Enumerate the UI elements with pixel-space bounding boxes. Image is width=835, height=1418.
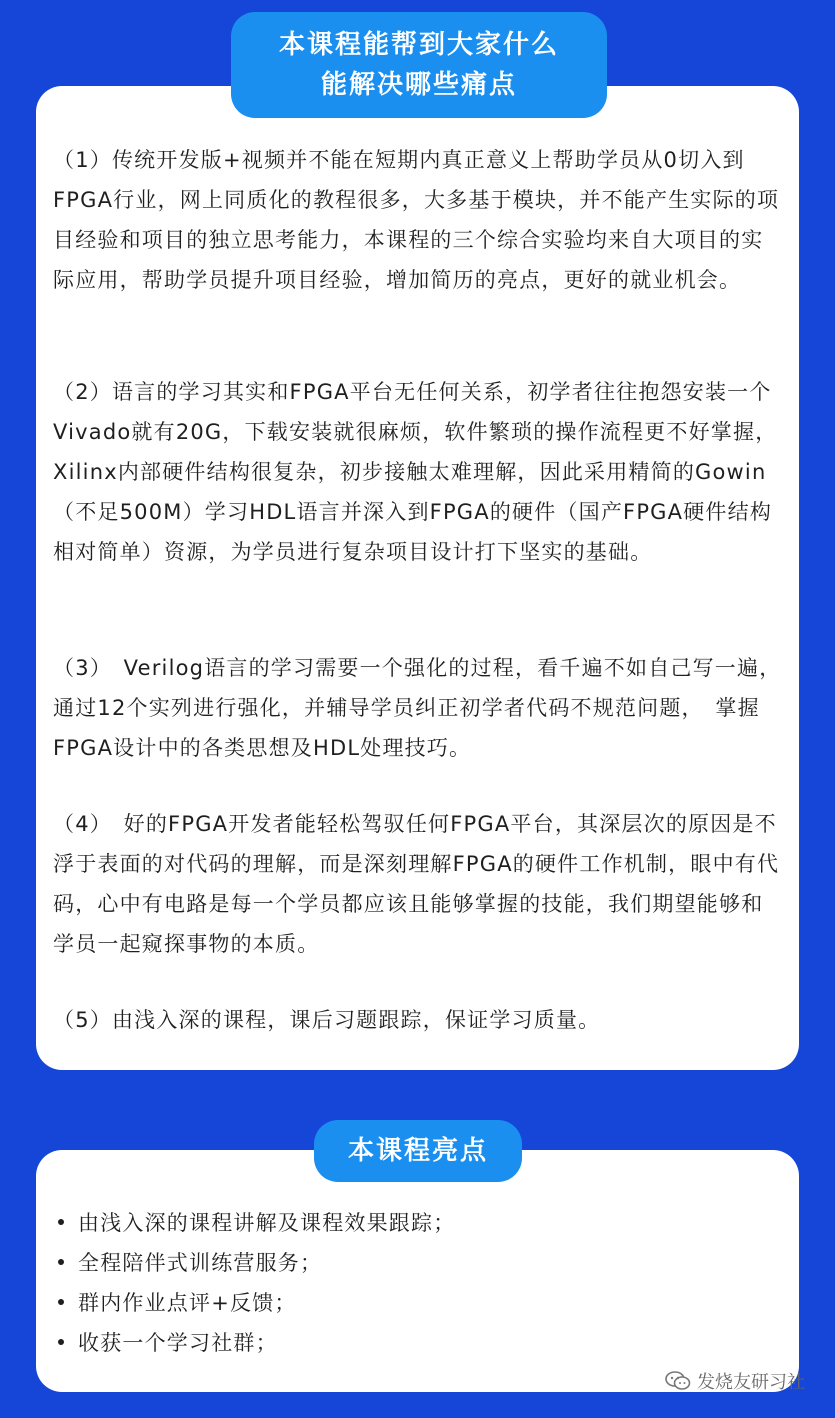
section-title-highlights: 本课程亮点 — [314, 1120, 522, 1182]
watermark — [665, 1368, 805, 1394]
paragraph-1: （1）传统开发版+视频并不能在短期内真正意义上帮助学员从0切入到FPGA行业，网上同质化的教程很多，大多基于模块，并不能产生实际的项目经验和项目的独立思考能力，本课程的三个综合实验均来自大项目的实际应用，帮助学员提升项目经验，增加简历的亮点，更好的就业机会。 — [53, 148, 780, 292]
paragraph-4: （4） 好的FPGA开发者能轻松驾驭任何FPGA平台，其深层次的原因是不浮于表面的对代码的理解，而是深刻理解FPGA的硬件工作机制，眼中有代码，心中有电路是每一个学员都应该且能够掌握的技能，我们期望能够和学员一起窥探事物的本质。 — [53, 812, 780, 956]
list-item-text: 收获一个学习社群； — [78, 1331, 278, 1355]
paragraph-2: （2）语言的学习其实和FPGA平台无任何关系，初学者往往抱怨安装一个Vivado就有20G，下载安装就很麻烦，软件繁琐的操作流程更不好掌握，Xilinx内部硬件结构很复杂，初步接触太难理解，因此采用精简的Gowin（不足500M）学习HDL语言并深入到FPGA的硬件（国产FPGA硬件结构相对简单）资源，为学员进行复杂项目设计打下坚实的基础。 — [53, 380, 778, 564]
list-item — [58, 1203, 455, 1243]
section-title-pain-points — [231, 12, 607, 118]
list-item — [58, 1323, 455, 1363]
wechat-icon — [665, 1371, 691, 1391]
list-item — [58, 1283, 455, 1323]
paragraph-3: （3） Verilog语言的学习需要一个强化的过程，看千遍不如自己写一遍，通过12个实列进行强化，并辅导学员纠正初学者代码不规范问题， 掌握FPGA设计中的各类思想及HDL处理技巧。 — [53, 656, 782, 760]
list-item — [58, 1243, 455, 1283]
bullet-dot-icon — [58, 1339, 64, 1345]
highlights-list — [58, 1203, 455, 1363]
watermark-text: 发烧友研习社 — [697, 1372, 805, 1393]
bullet-dot-icon — [58, 1259, 64, 1265]
list-item-text: 由浅入深的课程讲解及课程效果跟踪； — [78, 1211, 456, 1235]
bullet-dot-icon — [58, 1299, 64, 1305]
list-item-text: 全程陪伴式训练营服务； — [78, 1251, 323, 1275]
section-title-line-1: 本课程能帮到大家什么 — [278, 30, 559, 60]
section-title-line-2: 能解决哪些痛点 — [320, 70, 517, 100]
bullet-dot-icon — [58, 1219, 64, 1225]
list-item-text: 群内作业点评+反馈； — [78, 1291, 297, 1315]
paragraph-5: （5）由浅入深的课程，课后习题跟踪，保证学习质量。 — [53, 1008, 601, 1032]
